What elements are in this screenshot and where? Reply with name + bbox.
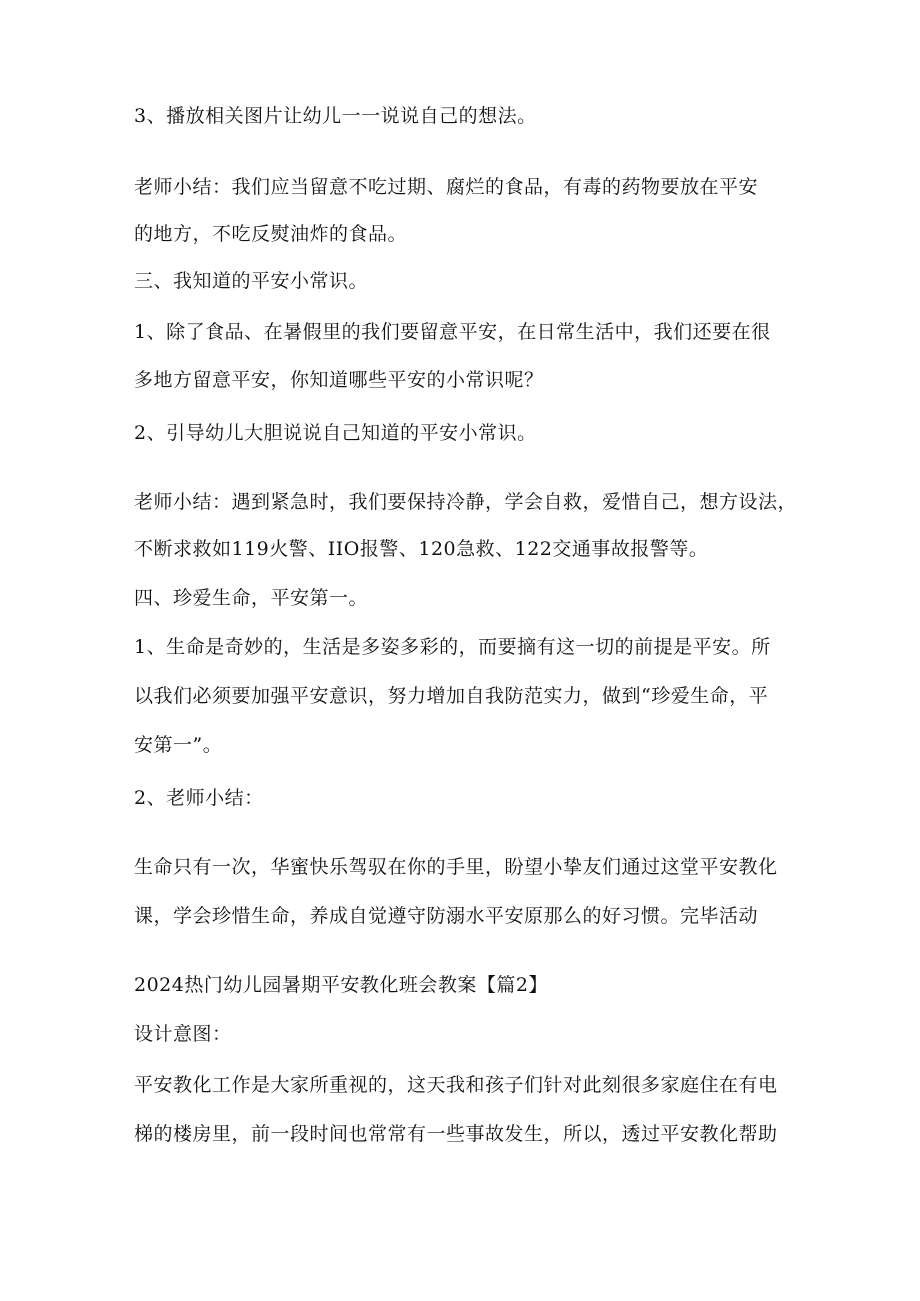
text-line: 设计意图：: [134, 1023, 232, 1045]
section-heading: 四、珍爱生命，平安第一。: [134, 587, 369, 609]
section-heading: 三、我知道的平安小常识。: [134, 270, 369, 292]
text-line: 安第一”。: [134, 734, 223, 756]
text-line: 不断求救如119火警、IIO报警、120急救、122交通事故报警等。: [134, 538, 709, 560]
text-line: 多地方留意平安，你知道哪些平安的小常识呢？: [134, 369, 544, 391]
text-line: 1、生命是奇妙的，生活是多姿多彩的，而要摘有这一切的前提是平安。所: [134, 636, 771, 658]
text-line: 老师小结：遇到紧急时，我们要保持冷静，学会自救，爱惜自己，想方设法，: [134, 491, 798, 513]
text-line: 3、播放相关图片让幼儿一一说说自己的想法。: [134, 105, 537, 127]
section-title: 2024热门幼儿园暑期平安教化班会教案【篇2】: [134, 974, 548, 996]
text-line: 平安教化工作是大家所重视的，这天我和孩子们针对此刻很多家庭住在有电: [134, 1074, 778, 1096]
text-line: 的地方，不吃反熨油炸的食品。: [134, 223, 408, 245]
text-line: 1、除了食品、在暑假里的我们要留意平安，在日常生活中，我们还要在很: [134, 321, 771, 343]
text-line: 生命只有一次，华蜜快乐驾驭在你的手里，盼望小挚友们通过这堂平安教化: [134, 856, 778, 878]
text-line: 以我们必须要加强平安意识，努力增加自我防范实力，做到“珍爱生命，平: [134, 685, 769, 707]
text-line: 2、老师小结：: [134, 787, 264, 809]
text-line: 2、引导幼儿大胆说说自己知道的平安小常识。: [134, 422, 537, 444]
text-line: 梯的楼房里，前一段时间也常常有一些事故发生，所以，透过平安教化帮助: [134, 1123, 778, 1145]
text-line: 课，学会珍惜生命，养成自觉遵守防溺水平安原那么的好习惯。完毕活动: [134, 905, 759, 927]
text-line: 老师小结：我们应当留意不吃过期、腐烂的食品，有毒的药物要放在平安: [134, 176, 759, 198]
